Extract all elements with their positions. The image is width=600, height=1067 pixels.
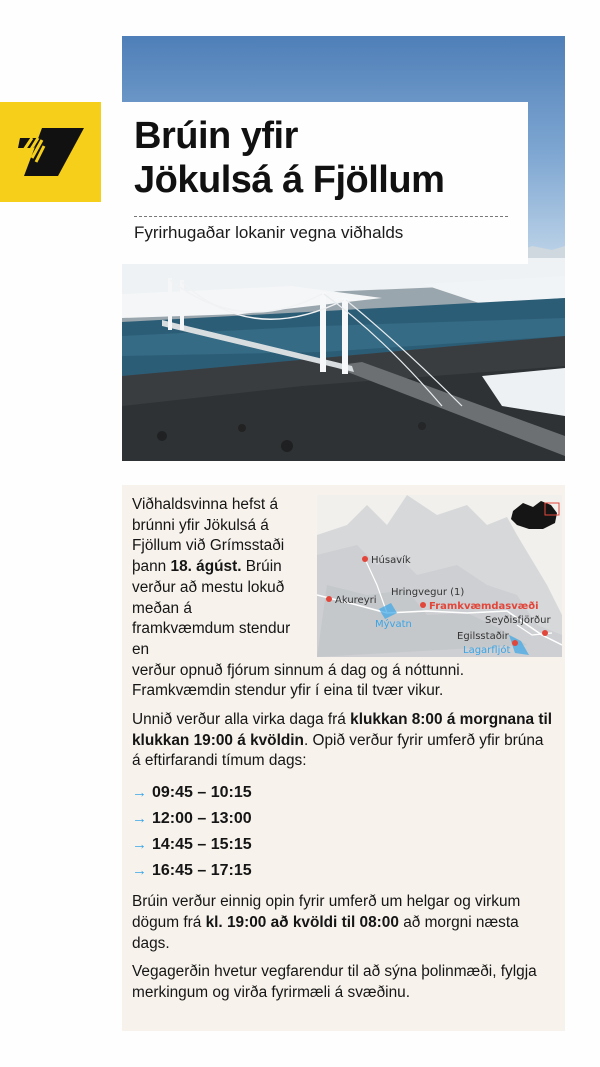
list-item [132,780,555,806]
brand-logo [0,102,101,202]
time-slot: 09:45 – 10:15 [152,784,252,802]
closing-paragraph: Vegagerðin hvetur vegfarendur til að sýna þolinmæði, fylgja merkingum og virða fyrirmæli á svæðinu. [132,963,537,1001]
list-item [132,806,555,832]
time-slot: 16:45 – 17:15 [152,862,252,880]
time-slot: 12:00 – 13:00 [152,810,252,828]
map-illustration [317,495,562,657]
time-slot: 14:45 – 15:15 [152,836,252,854]
intro-text-b: Brúin verður að mestu lokuð meðan á framkvæmdum stendur en [132,558,291,658]
map-label-myvatn: Mývatn [375,619,412,630]
map-label-hringvegur: Hringvegur (1) [391,587,465,598]
arrow-right-icon: → [132,784,147,802]
opening-times-list [132,780,555,884]
arrow-right-icon: → [132,862,147,880]
map-label-seydisfjordur: Seyðisfjörður [485,615,551,626]
work-text-a: Unnið verður alla virka daga frá [132,711,351,729]
content-panel [122,485,565,1031]
intro-section [132,495,555,702]
list-item [132,858,555,884]
title-divider [134,216,508,217]
vegagerdin-logo-icon [18,128,84,176]
title-line-2: Jökulsá á Fjöllum [134,159,445,201]
title-card [122,102,528,264]
map-label-husavik: Húsavík [371,555,411,566]
intro-text-a: Viðhaldsvinna hefst á brúnni yfir Jökulsá á Fjöllum við Grímsstaði þann [132,496,285,576]
map-label-akureyri: Akureyri [335,595,377,606]
arrow-right-icon: → [132,836,147,854]
weekend-text-b: að morgni næsta dags. [132,913,519,952]
map-label-framkvaemdasvaedi: Framkvæmdasvæði [429,601,539,612]
start-date: 18. ágúst. [170,558,242,576]
arrow-right-icon: → [132,810,147,828]
title-line-1: Brúin yfir [134,115,298,157]
weekend-hours: kl. 19:00 að kvöldi til 08:00 [205,913,399,931]
weekend-paragraph [132,892,555,954]
work-hours: klukkan 8:00 á morgnana til klukkan 19:00 á kvöldin [132,711,553,749]
list-item [132,832,555,858]
work-text-b: . Opið verður fyrir umferð yfir brúna á eftirfarandi tímum dags: [132,731,544,770]
map-label-lagarfljot: Lagarfljót [463,645,511,656]
intro-text-c: verður opnuð fjórum sinnum á dag og á nóttunni. Framkvæmdin stendur yfir í eina til tvær vikur. [132,661,464,700]
page-title [134,114,528,202]
intro-text [132,495,292,661]
map-label-egilsstadir: Egilsstaðir [457,631,509,642]
weekend-text-a: Brúin verður einnig opin fyrir umferð um helgar og virkum dögum frá [132,893,521,931]
work-hours-paragraph [132,710,555,772]
location-map [317,495,562,657]
page-subtitle: Fyrirhugaðar lokanir vegna viðhalds [134,223,404,242]
